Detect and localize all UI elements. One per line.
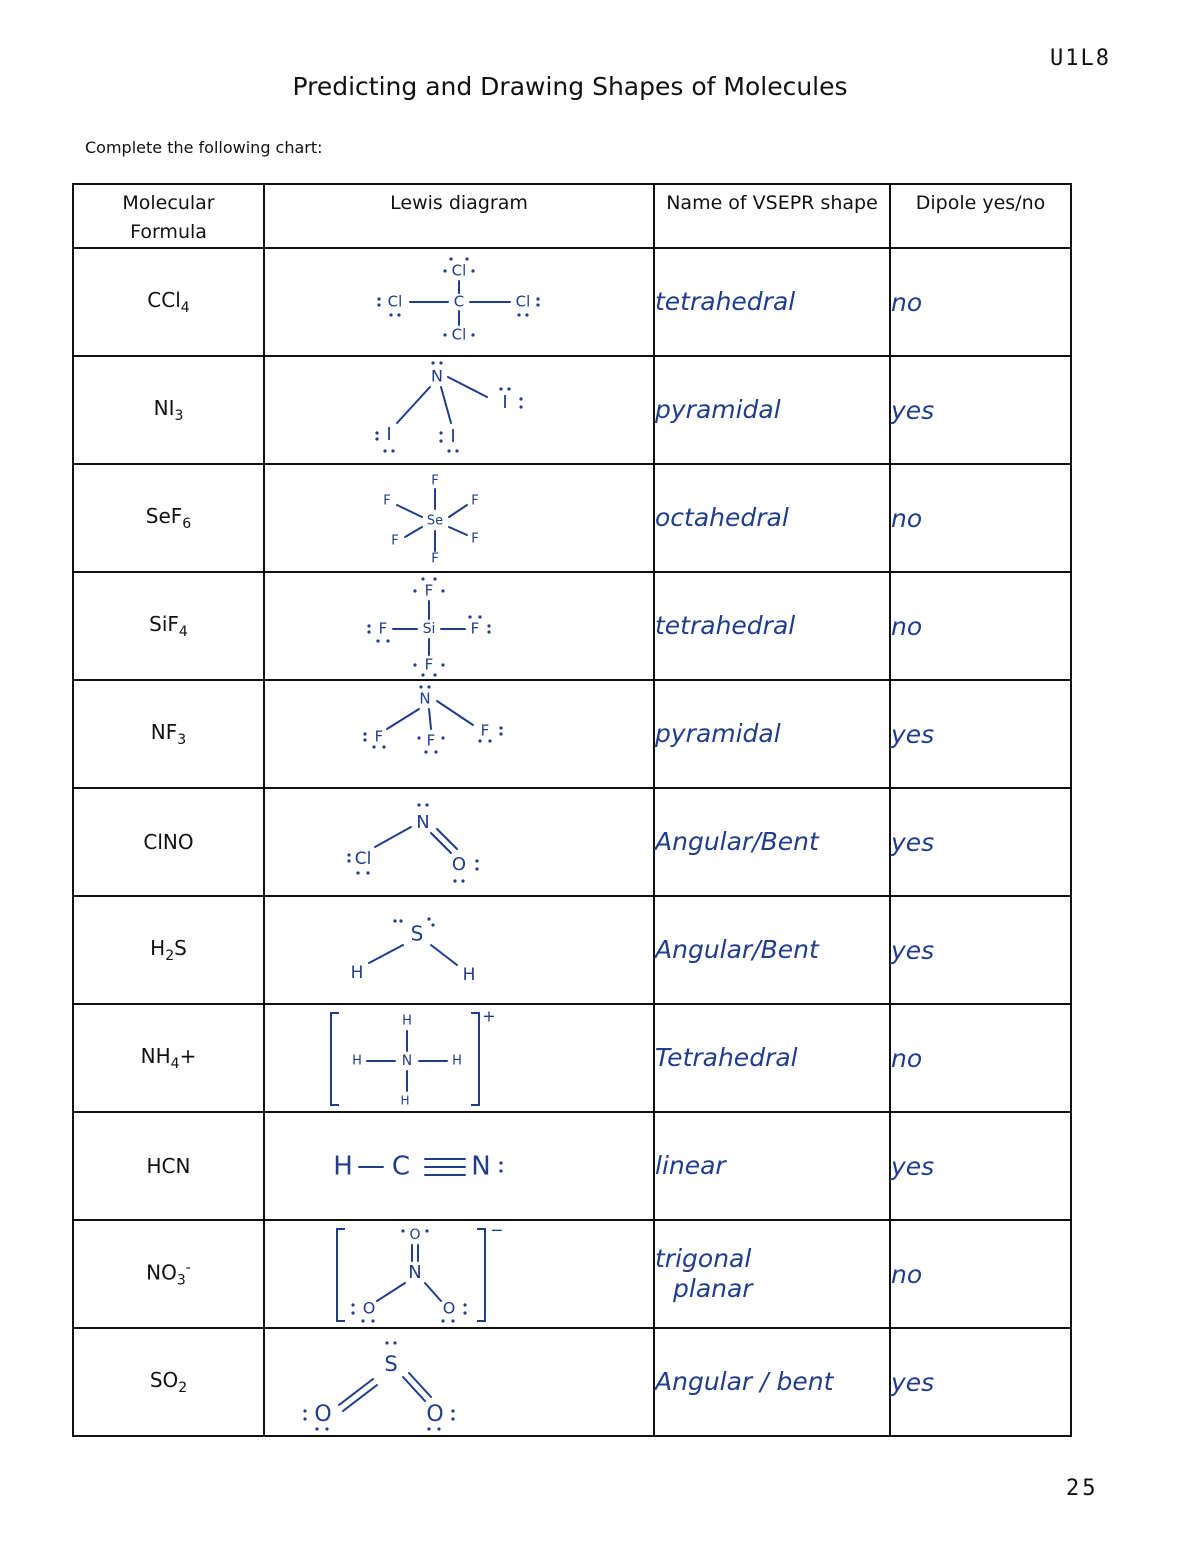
- shape-name: tetrahedral: [655, 287, 796, 316]
- instructions: Complete the following chart:: [85, 138, 323, 157]
- lone-pair-dot: [431, 923, 434, 926]
- dipole-answer: yes: [890, 1112, 1071, 1220]
- lone-pair-dot: [439, 361, 442, 364]
- formula-subscript: 4: [178, 624, 188, 640]
- header-lewis: Lewis diagram: [264, 184, 654, 248]
- lone-pair-dot: [347, 859, 350, 862]
- hcn-lewis-structure: [265, 1113, 653, 1219]
- shape-name: trigonal: [655, 1244, 752, 1273]
- page-title: Predicting and Drawing Shapes of Molecules: [292, 72, 848, 101]
- lone-pair-dot: [427, 917, 430, 920]
- lone-pair-dot: [419, 685, 422, 688]
- shape-name: octahedral: [655, 503, 789, 532]
- lone-pair-dot: [431, 361, 434, 364]
- formula-base: ClNO: [143, 830, 194, 854]
- molecular-formula: [73, 1004, 264, 1112]
- atom-label: F: [480, 721, 490, 740]
- lone-pair-dot: [439, 439, 442, 442]
- formula-subscript: 4: [170, 1056, 180, 1072]
- lone-pair-dot: [453, 879, 456, 882]
- formula-subscript: 3: [177, 732, 187, 748]
- lone-pair-dot: [389, 313, 392, 316]
- lone-pair-dot: [356, 871, 359, 874]
- lone-pair-dot: [471, 333, 474, 336]
- lone-pair-dot: [461, 879, 464, 882]
- formula-subscript: 6: [182, 516, 192, 532]
- shape-name: Angular/Bent: [655, 827, 819, 856]
- table-row: [73, 572, 1071, 680]
- atom-label: Si: [422, 621, 436, 637]
- atom-label: C: [391, 1151, 411, 1182]
- shape-name: Angular/Bent: [655, 935, 819, 964]
- lone-pair-dot: [367, 624, 370, 627]
- formula-base: SeF: [145, 504, 183, 528]
- lone-pair-dot: [433, 577, 436, 580]
- lone-pair-dot: [455, 449, 458, 452]
- dipole-answer: yes: [890, 896, 1071, 1004]
- table-row: [73, 788, 1071, 896]
- no3-lewis-structure: [265, 1221, 653, 1327]
- page-code: U1L8: [1050, 46, 1111, 71]
- shape-name-line2: planar: [673, 1274, 753, 1303]
- atom-label: C: [453, 292, 465, 311]
- lone-pair-dot: [434, 750, 437, 753]
- vsepr-shape: [654, 680, 890, 788]
- atom-label: S: [384, 1352, 398, 1376]
- lone-pair-dot: [376, 639, 379, 642]
- lone-pair-dot: [351, 1311, 354, 1314]
- formula-subscript: 3: [176, 1272, 186, 1289]
- formula-suffix: +: [179, 1044, 197, 1068]
- bond-line: [449, 527, 467, 535]
- table-row: [73, 1220, 1071, 1328]
- lone-pair-dot: [417, 803, 420, 806]
- bond-line: [431, 945, 457, 965]
- lewis-diagram: [264, 1004, 654, 1112]
- header-shape: Name of VSEPR shape: [654, 184, 890, 248]
- lone-pair-dot: [421, 673, 424, 676]
- lone-pair-dot: [424, 750, 427, 753]
- vsepr-shape: [654, 248, 890, 356]
- lone-pair-dot: [451, 1417, 454, 1420]
- bond-line: [425, 1283, 441, 1301]
- lone-pair-dot: [391, 449, 394, 452]
- lone-pair-dot: [499, 1161, 502, 1164]
- lone-pair-dot: [303, 1417, 306, 1420]
- atom-label: N: [471, 1151, 491, 1182]
- atom-label: F: [426, 731, 436, 750]
- lone-pair-dot: [377, 297, 380, 300]
- lone-pair-dot: [517, 313, 520, 316]
- bond-line: [437, 829, 457, 849]
- lone-pair-dot: [499, 1169, 502, 1172]
- lone-pair-dot: [475, 867, 478, 870]
- charge-label: −: [490, 1221, 504, 1240]
- formula-subscript: 3: [174, 408, 184, 424]
- dipole-answer: no: [890, 572, 1071, 680]
- lone-pair-dot: [383, 449, 386, 452]
- table-row: [73, 248, 1071, 356]
- lone-pair-dot: [443, 333, 446, 336]
- vsepr-shape: [654, 1328, 890, 1436]
- lone-pair-dot: [372, 745, 375, 748]
- atom-label: N: [431, 366, 443, 386]
- lone-pair-dot: [488, 739, 491, 742]
- lewis-diagram: [264, 1328, 654, 1436]
- bond-line: [429, 709, 431, 729]
- lone-pair-dot: [499, 726, 502, 729]
- atom-label: F: [471, 531, 479, 547]
- bond-line: [448, 377, 487, 397]
- atom-label: F: [391, 533, 399, 549]
- table-row: [73, 680, 1071, 788]
- shape-name: tetrahedral: [655, 611, 796, 640]
- atom-label: H: [452, 1053, 462, 1069]
- table-row: [73, 896, 1071, 1004]
- lone-pair-dot: [413, 589, 416, 592]
- atom-label: N: [401, 1053, 413, 1069]
- formula-subscript: 2: [178, 1380, 188, 1396]
- bond-line: [397, 505, 422, 517]
- nf3-lewis-structure: [265, 681, 653, 787]
- lewis-diagram: [264, 464, 654, 572]
- lone-pair-dot: [393, 919, 396, 922]
- lone-pair-dot: [451, 1319, 454, 1322]
- formula-base: NO: [146, 1260, 177, 1285]
- vsepr-shape: [654, 1004, 890, 1112]
- formula-subscript: 2: [165, 948, 175, 964]
- atom-label: N: [416, 812, 430, 833]
- table-row: [73, 1328, 1071, 1436]
- lone-pair-dot: [375, 437, 378, 440]
- lone-pair-dot: [347, 853, 350, 856]
- atom-label: Cl: [515, 292, 531, 311]
- ni3-lewis-structure: [265, 357, 653, 463]
- lone-pair-dot: [315, 1427, 318, 1430]
- atom-label: I: [450, 426, 456, 447]
- sif4-lewis-structure: [265, 573, 653, 679]
- formula-base: CCl: [147, 288, 181, 312]
- h2s-lewis-structure: [265, 897, 653, 1003]
- lone-pair-dot: [367, 630, 370, 633]
- lone-pair-dot: [471, 269, 474, 272]
- lone-pair-dot: [441, 1319, 444, 1322]
- shape-name: Tetrahedral: [655, 1043, 798, 1072]
- atom-label: F: [383, 493, 391, 509]
- atom-label: Cl: [451, 261, 467, 280]
- lewis-diagram: [264, 896, 654, 1004]
- molecular-formula: [73, 788, 264, 896]
- formula-base: NF: [150, 720, 178, 744]
- bond-line: [397, 387, 430, 423]
- bond-line: [431, 833, 451, 853]
- atom-label: F: [470, 619, 480, 638]
- lone-pair-dot: [425, 1229, 428, 1232]
- atom-label: I: [502, 392, 508, 413]
- atom-label: O: [362, 1298, 376, 1318]
- atom-label: Cl: [354, 849, 372, 869]
- formula-subscript: 4: [180, 300, 190, 316]
- lone-pair-dot: [375, 431, 378, 434]
- lewis-diagram: [264, 248, 654, 356]
- bond-line: [403, 1377, 425, 1401]
- atom-label: O: [409, 1227, 421, 1243]
- lone-pair-dot: [499, 732, 502, 735]
- molecular-formula: [73, 680, 264, 788]
- charge-label: +: [482, 1006, 496, 1026]
- atom-label: F: [374, 727, 384, 746]
- lone-pair-dot: [525, 313, 528, 316]
- bond-line: [369, 945, 403, 963]
- atom-label: O: [426, 1402, 444, 1427]
- bond-line: [449, 505, 467, 517]
- bond-line: [375, 827, 411, 847]
- lone-pair-dot: [377, 303, 380, 306]
- bond-line: [409, 1373, 431, 1397]
- atom-label: H: [333, 1151, 353, 1182]
- lone-pair-dot: [417, 736, 420, 739]
- lone-pair-dot: [427, 685, 430, 688]
- lewis-diagram: [264, 788, 654, 896]
- lone-pair-dot: [427, 1427, 430, 1430]
- lone-pair-dot: [536, 303, 539, 306]
- lone-pair-dot: [433, 673, 436, 676]
- dipole-answer: no: [890, 1220, 1071, 1328]
- lone-pair-dot: [386, 639, 389, 642]
- vsepr-shape: [654, 464, 890, 572]
- table-row: [73, 1004, 1071, 1112]
- molecular-formula: [73, 896, 264, 1004]
- lone-pair-dot: [371, 1319, 374, 1322]
- lone-pair-dot: [487, 624, 490, 627]
- bond-line: [377, 1283, 405, 1301]
- lewis-diagram: [264, 572, 654, 680]
- atom-label: F: [378, 619, 388, 638]
- sef6-lewis-structure: [265, 465, 653, 571]
- formula-base: SiF: [149, 612, 179, 636]
- lone-pair-dot: [425, 803, 428, 806]
- atom-label: H: [462, 965, 476, 985]
- atom-label: H: [400, 1093, 410, 1108]
- lewis-diagram: [264, 1220, 654, 1328]
- header-dipole: Dipole yes/no: [890, 184, 1071, 248]
- lone-pair-dot: [363, 738, 366, 741]
- lone-pair-dot: [385, 1341, 388, 1344]
- atom-label: F: [471, 493, 479, 509]
- lone-pair-dot: [478, 739, 481, 742]
- formula-suffix: S: [174, 936, 187, 960]
- lone-pair-dot: [382, 745, 385, 748]
- formula-base: NI: [153, 396, 175, 420]
- lone-pair-dot: [536, 297, 539, 300]
- molecule-chart: [72, 183, 1072, 1437]
- molecular-formula: [73, 1220, 264, 1328]
- lone-pair-dot: [447, 449, 450, 452]
- atom-label: H: [402, 1013, 412, 1029]
- formula-base: NH: [140, 1044, 171, 1068]
- formula-base: H: [150, 936, 166, 960]
- bond-line: [405, 527, 422, 537]
- lone-pair-dot: [413, 663, 416, 666]
- table-row: [73, 356, 1071, 464]
- atom-label: O: [451, 854, 467, 875]
- shape-name: pyramidal: [655, 395, 781, 424]
- atom-label: N: [419, 689, 431, 708]
- lone-pair-dot: [478, 615, 481, 618]
- molecular-formula: [73, 356, 264, 464]
- shape-name: Angular / bent: [655, 1367, 834, 1396]
- page-number: 25: [1066, 1476, 1099, 1501]
- lone-pair-dot: [351, 1303, 354, 1306]
- atom-label: F: [431, 473, 439, 489]
- lone-pair-dot: [439, 431, 442, 434]
- lewis-diagram: [264, 356, 654, 464]
- lone-pair-dot: [519, 405, 522, 408]
- clno-lewis-structure: [265, 789, 653, 895]
- header-row: [73, 184, 1071, 248]
- lone-pair-dot: [325, 1427, 328, 1430]
- lone-pair-dot: [421, 577, 424, 580]
- formula-base: HCN: [146, 1154, 191, 1178]
- lone-pair-dot: [463, 1311, 466, 1314]
- lone-pair-dot: [449, 257, 452, 260]
- lone-pair-dot: [437, 1427, 440, 1430]
- lone-pair-dot: [499, 387, 502, 390]
- lone-pair-dot: [303, 1409, 306, 1412]
- lone-pair-dot: [361, 1319, 364, 1322]
- dipole-answer: yes: [890, 1328, 1071, 1436]
- lone-pair-dot: [393, 1341, 396, 1344]
- lewis-diagram: [264, 680, 654, 788]
- molecular-formula: [73, 464, 264, 572]
- lone-pair-dot: [468, 615, 471, 618]
- dipole-answer: yes: [890, 356, 1071, 464]
- atom-label: F: [424, 655, 434, 674]
- bond-line: [441, 387, 451, 423]
- nh4-lewis-structure: [265, 1005, 653, 1111]
- lone-pair-dot: [443, 269, 446, 272]
- lone-pair-dot: [397, 313, 400, 316]
- bond-line: [387, 709, 419, 729]
- atom-label: Cl: [387, 292, 403, 311]
- lone-pair-dot: [399, 919, 402, 922]
- shape-name: pyramidal: [655, 719, 781, 748]
- lone-pair-dot: [519, 397, 522, 400]
- lone-pair-dot: [487, 630, 490, 633]
- dipole-answer: no: [890, 464, 1071, 572]
- lone-pair-dot: [463, 1303, 466, 1306]
- dipole-answer: yes: [890, 680, 1071, 788]
- dipole-answer: no: [890, 1004, 1071, 1112]
- molecular-formula: [73, 1112, 264, 1220]
- lone-pair-dot: [401, 1229, 404, 1232]
- vsepr-shape: [654, 356, 890, 464]
- table-row: [73, 464, 1071, 572]
- dipole-answer: yes: [890, 788, 1071, 896]
- formula-base: SO: [149, 1368, 179, 1392]
- atom-label: N: [408, 1262, 422, 1283]
- atom-label: F: [424, 581, 434, 600]
- atom-label: H: [350, 963, 364, 983]
- atom-label: O: [442, 1298, 456, 1318]
- molecular-formula: [73, 572, 264, 680]
- atom-label: Se: [426, 513, 444, 529]
- lone-pair-dot: [507, 387, 510, 390]
- lone-pair-dot: [475, 859, 478, 862]
- ccl4-lewis-structure: [265, 249, 653, 355]
- lewis-diagram: [264, 1112, 654, 1220]
- vsepr-shape: [654, 572, 890, 680]
- dipole-answer: no: [890, 248, 1071, 356]
- molecular-formula: [73, 248, 264, 356]
- lone-pair-dot: [366, 871, 369, 874]
- so2-lewis-structure: [265, 1329, 653, 1435]
- header-formula: Molecular Formula: [73, 184, 264, 248]
- atom-label: O: [314, 1402, 332, 1427]
- vsepr-shape: [654, 896, 890, 1004]
- bond-line: [437, 701, 473, 725]
- table-row: [73, 1112, 1071, 1220]
- molecular-formula: [73, 1328, 264, 1436]
- lone-pair-dot: [441, 589, 444, 592]
- vsepr-shape: [654, 1112, 890, 1220]
- atom-label: S: [410, 921, 424, 946]
- vsepr-shape: [654, 788, 890, 896]
- lone-pair-dot: [441, 663, 444, 666]
- atom-label: I: [386, 424, 392, 445]
- shape-name: linear: [655, 1151, 726, 1180]
- atom-label: Cl: [451, 325, 467, 344]
- lone-pair-dot: [451, 1409, 454, 1412]
- lone-pair-dot: [363, 732, 366, 735]
- lone-pair-dot: [465, 257, 468, 260]
- formula-superscript: -: [185, 1259, 191, 1276]
- lone-pair-dot: [441, 736, 444, 739]
- vsepr-shape: [654, 1220, 890, 1328]
- atom-label: H: [352, 1053, 362, 1069]
- atom-label: F: [431, 551, 439, 567]
